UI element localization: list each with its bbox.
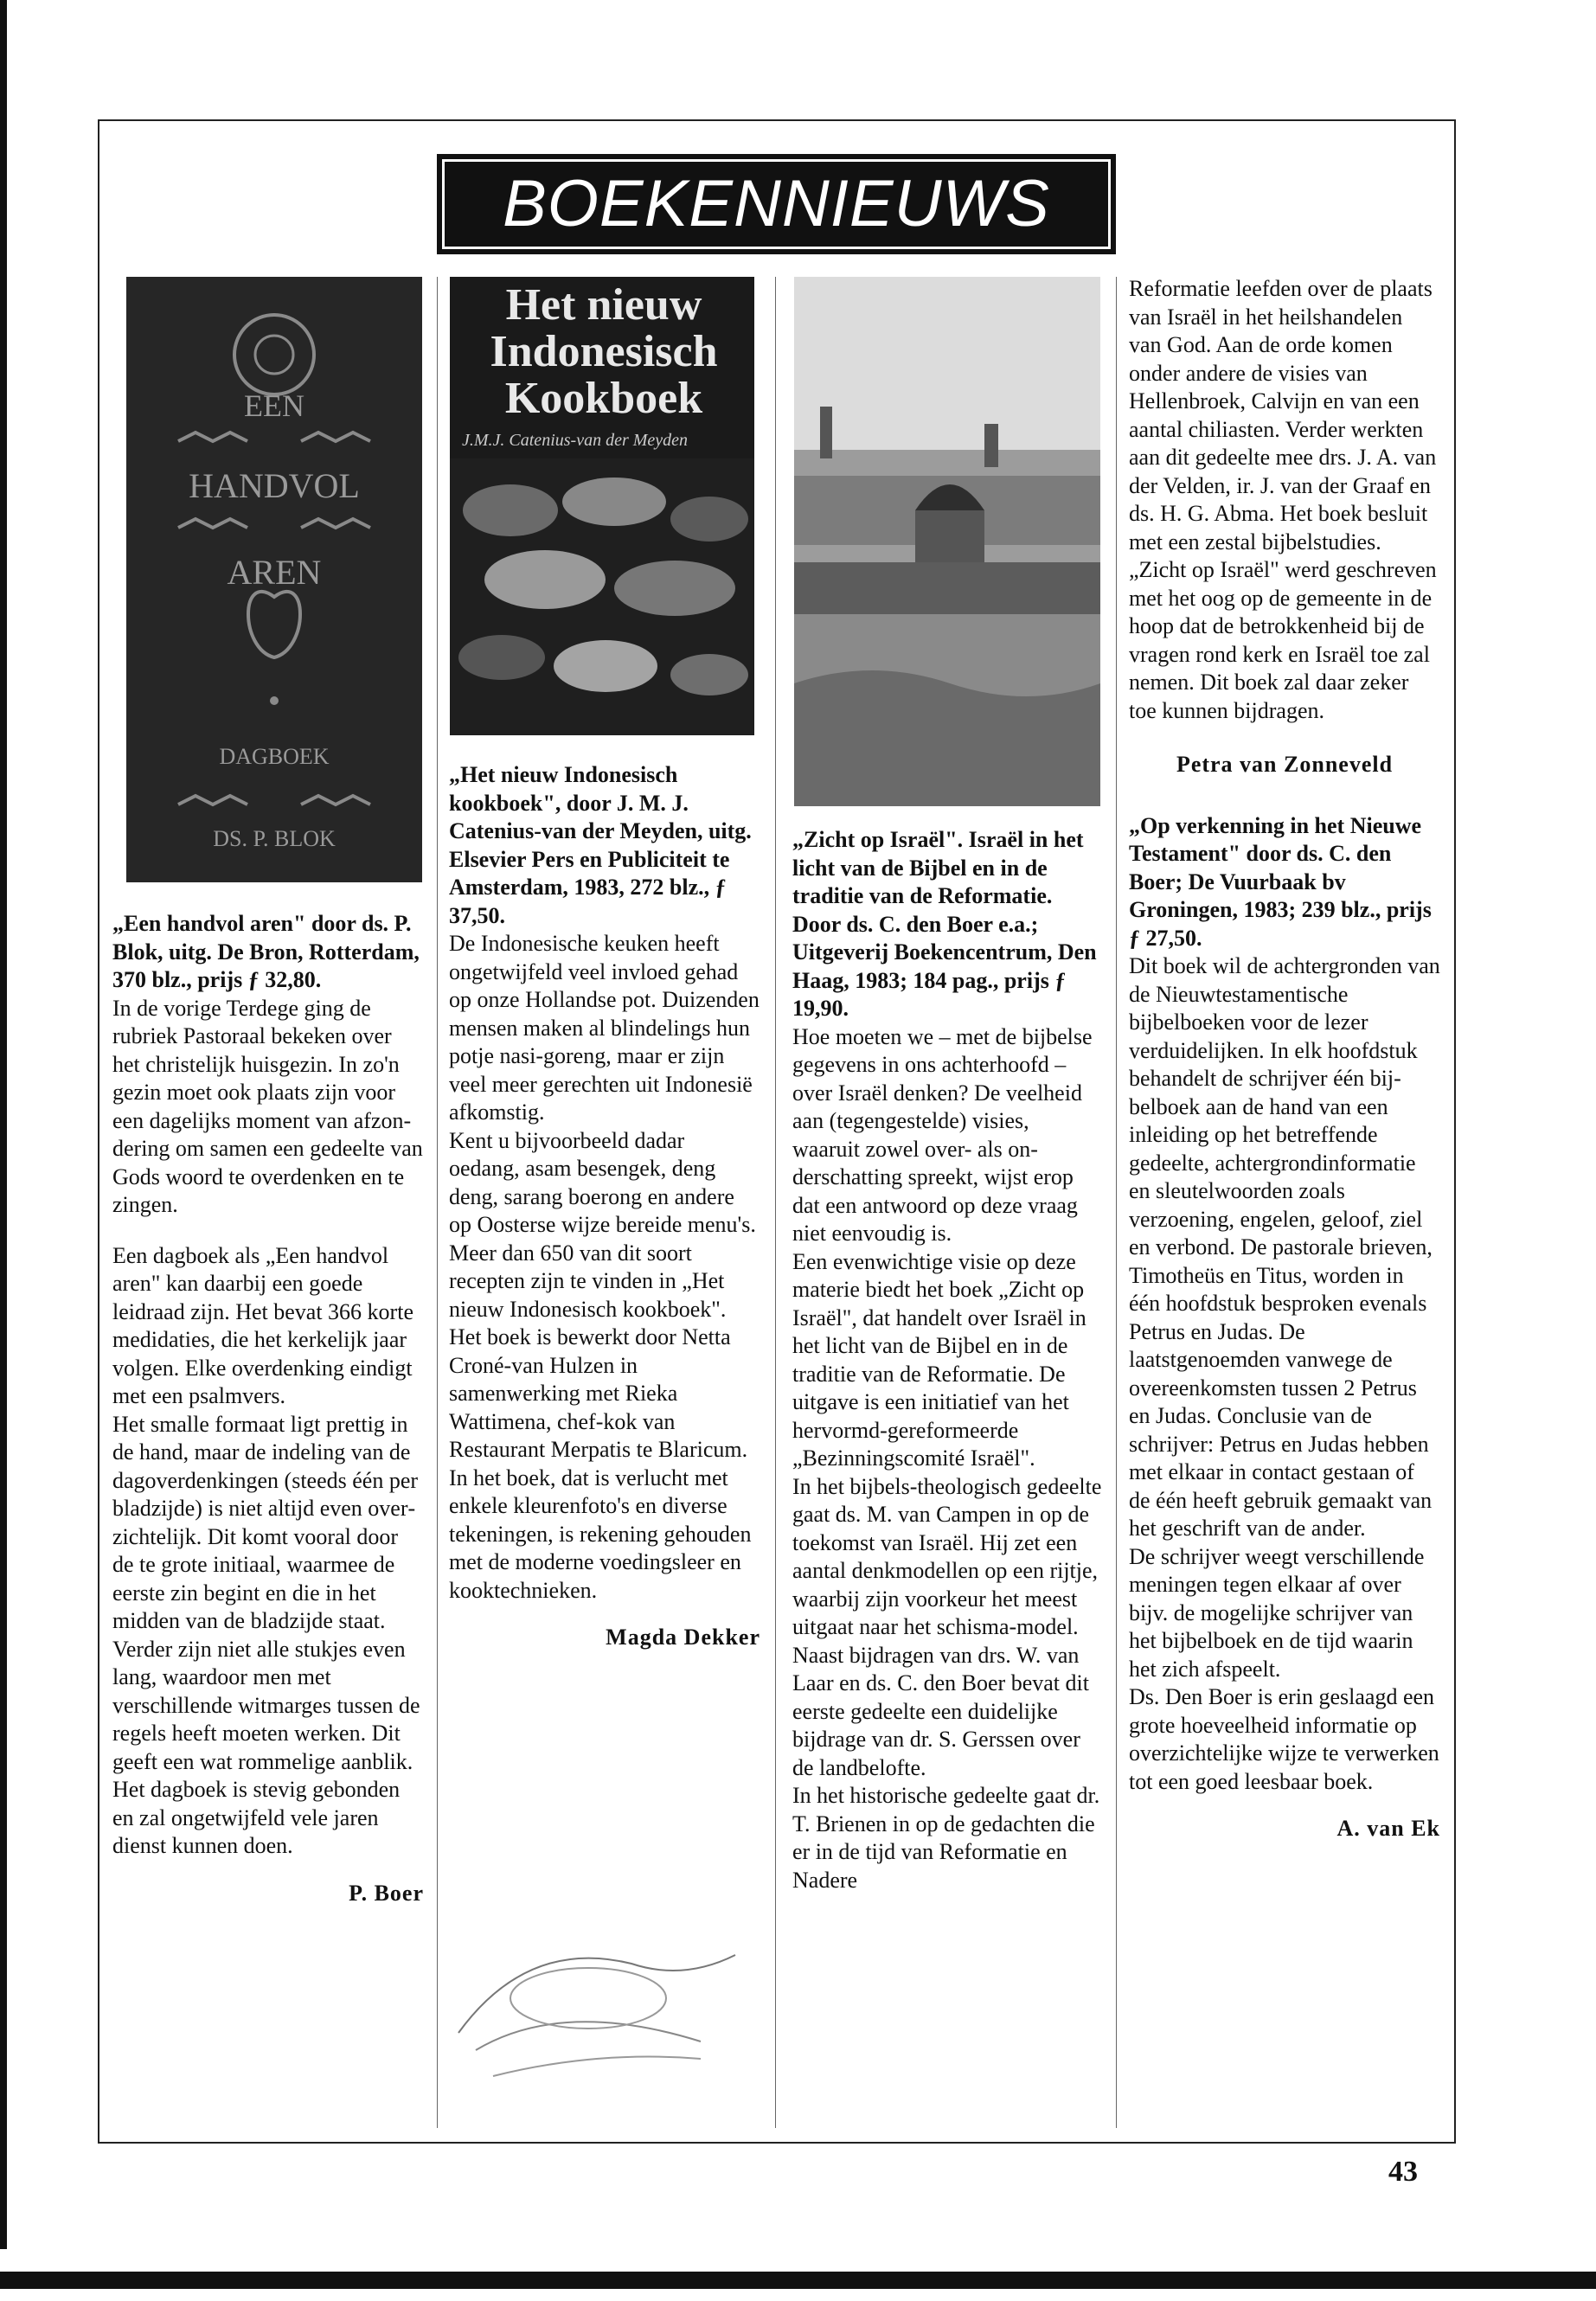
- column-rule-2: [775, 277, 776, 2128]
- article3-paragraph-5: In het historische gedeelte gaat dr. T. Brienen in op de gedachten die er in de tijd van Reformatie en Nadere: [792, 1783, 1100, 1893]
- article4-paragraph-1: Dit boek wil de achtergronden van de Nieuwtestamentische bijbelboeken voor de lezer verduidelijken. In elk hoofdstuk behandelt de schrijver één bijbelboek aan de hand van een inleiding op het betreffende gedeelte, achtergrondinformatie en sleutelwoorden zoals verzoening, engelen, geloof, ziel en verbond. De pastorale brieven, Timotheüs en Titus, worden in één hoofdstuk besproken evenals Petrus en Judas. De laatstgenoemden vanwege de overeenkomsten tussen 2 Petrus en Judas. Conclusie van de schrijver: Petrus en Judas hebben met elkaar in contact gestaan of de één heeft gebruik gemaakt van het geschrift van de ander.: [1129, 953, 1440, 1541]
- food-dishes-icon: [450, 458, 754, 735]
- article4-signature: A. van Ek: [1336, 1816, 1440, 1841]
- jerusalem-photo: [794, 277, 1100, 806]
- article2-title: „Het nieuw Indonesisch kookboek", door J. M. J. Catenius-van der Meyden, uitg. Elsevier Pers en Publiciteit te Amsterdam, 1983, 272 blz., ƒ 37,50.: [449, 762, 752, 928]
- article4-paragraph-3: Ds. Den Boer is erin geslaagd een grote hoeveelheid informatie op overzichtelijke wijze te verwerken tot een goed leesbaar boek.: [1129, 1684, 1439, 1794]
- masthead: [437, 154, 1116, 254]
- book-cover-een-handvol-aren: [126, 277, 422, 882]
- cutlery-sketch-icon: [441, 1903, 753, 2093]
- cover1-line-1: EEN: [244, 388, 304, 423]
- dome-of-rock-icon: [794, 277, 1100, 806]
- article-indonesisch-kookboek: [449, 761, 760, 1652]
- article1-paragraph-3: Het smalle formaat ligt prettig in de hand, maar de indeling van de dagoverdenkingen (steeds één per bladzijde) is niet altijd even overzichtelijk. Dit komt vooral door de te grote initiaal, waarmee de eerste zin begint en die in het midden van de bladzijde staat. Verder zijn niet alle stukjes even lang, waardoor men met verschillende witmarges tussen de regels heeft moeten werken. Dit geeft een wat rommelige aanblik.: [112, 1411, 420, 1774]
- cover1-line-3: AREN: [227, 553, 322, 592]
- article4-title: „Op verkenning in het Nieuwe Testament" door ds. C. den Boer; De Vuurbaak bv Groningen, 1983; 239 blz., prijs ƒ 27,50.: [1129, 812, 1432, 951]
- article3-title: „Zicht op Israël". Israël in het licht van de Bijbel en in de traditie van de Reformatie. Door ds. C. den Boer e.a.; Uitgeverij Boekencentrum, Den Haag, 1983; 184 pag., prijs ƒ 19,90.: [792, 827, 1097, 1021]
- article3-signature: Petra van Zonneveld: [1176, 752, 1394, 777]
- column-rule-1: [437, 277, 438, 2128]
- binder-edge-left: [0, 0, 7, 2249]
- cover2-title: Het nieuw Indonesisch Kookboek: [490, 280, 718, 423]
- article-zicht-op-israel: [792, 826, 1102, 1894]
- article1-signature: P. Boer: [349, 1880, 424, 1906]
- article-column-4: [1129, 275, 1440, 1843]
- article1-paragraph-2: Een dagboek als „Een handvol aren" kan daarbij een goede leidraad zijn. Het bevat 366 korte medidaties, die het kerkelijk jaar volgen. Elke overdenking eindigt met een psalmvers.: [112, 1242, 413, 1408]
- article1-paragraph-1: In de vorige Terdege ging de rubriek Pastoraal bekeken over het christelijk huisgezin. In zo'n gezin moet ook plaats zijn voor een dagelijks moment van afzondering om samen een gedeelte van Gods woord te overdenken en te zingen.: [112, 995, 423, 1217]
- binder-edge-bottom: [0, 2272, 1596, 2289]
- article3-paragraph-4: Naast bijdragen van drs. W. van Laar en ds. C. den Boer bevat dit eerste gedeelte een duidelijke bijdrage van dr. S. Gerssen over de landbelofte.: [792, 1642, 1089, 1780]
- article2-signature: Magda Dekker: [606, 1625, 760, 1650]
- article1-title: „Een handvol aren" door ds. P. Blok, uitg. De Bron, Rotterdam, 370 blz., prijs ƒ 32,80.: [112, 911, 420, 992]
- article3-paragraph-3: In het bijbels-theologisch gedeelte gaat ds. M. van Campen in op de toekomst van Israël. Hij zet een aantal denkmodellen op een rijtje, waarbij zijn voorkeur het meest uitgaat naar het schisma-model.: [792, 1473, 1102, 1639]
- masthead-title: BOEKENNIEUWS: [442, 159, 1111, 249]
- cover1-line-2: HANDVOL: [189, 466, 360, 505]
- article3-cont-paragraph-2: „Zicht op Israël" werd geschreven met het oog op de gemeente in de hoop dat de betrokkenheid bij de vragen rond kerk en Israël toe zal nemen. Dit boek zal daar zeker toe kunnen bijdragen.: [1129, 557, 1437, 723]
- page-number: 43: [1388, 2156, 1418, 2188]
- cover2-author: J.M.J. Catenius-van der Meyden: [462, 431, 689, 450]
- article3-paragraph-2: Een evenwichtige visie op deze materie biedt het boek „Zicht op Israël", dat handelt over Israël in het licht van de Bijbel en in de traditie van de Reformatie. De uitgave is een initiatief van het hervormd-gereformeerde „Bezinningscomité Israël".: [792, 1248, 1086, 1471]
- article2-paragraph-1: De Indonesische keuken heeft ongetwijfeld veel invloed gehad op onze Hollandse pot. Duizenden mensen maken al blindelings hun potje nasi-goreng, maar er zijn veel meer gerechten uit Indonesië afkomstig.: [449, 931, 760, 1125]
- article2-paragraph-2: Kent u bijvoorbeeld dadar oedang, asam besengek, deng deng, sarang boerong en andere op Oosterse wijze bereide menu's. Meer dan 650 van dit soort recepten zijn te vinden in „Het nieuw Indonesisch kookboek".: [449, 1127, 756, 1322]
- article-een-handvol-aren: [112, 910, 424, 1907]
- column-rule-3: [1116, 277, 1117, 2128]
- article1-paragraph-4: Het dagboek is stevig gebonden en zal ongetwijfeld vele jaren dienst kunnen doen.: [112, 1777, 401, 1858]
- article3-cont-paragraph-1: Reformatie leefden over de plaats van Israël in het heilshandelen van God. Aan de orde komen onder andere de visies van Hellenbroek, Calvijn en van een aantal chiliasten. Verder werkten aan dit gedeelte mee drs. J. A. van der Velden, ir. J. van der Graaf en ds. H. G. Abma. Het boek besluit met een zestal bijbelstudies.: [1129, 276, 1437, 554]
- cover1-line-4: DAGBOEK: [219, 744, 330, 769]
- article4-paragraph-2: De schrijver weegt verschillende meningen tegen elkaar af over bijv. de mogelijke schrijver van het bijbelboek en de tijd waarin het zich afspeelt.: [1129, 1543, 1425, 1682]
- cover1-line-5: DS. P. BLOK: [213, 826, 336, 851]
- article3-paragraph-1: Hoe moeten we – met de bijbelse gegevens in ons achterhoofd – over Israël denken? De veelheid aan (tegengestelde) visies, waaruit zowel over- als onderschatting spreekt, wijst erop dat een antwoord op deze vraag niet eenvoudig is.: [792, 1023, 1093, 1246]
- article2-paragraph-3: Het boek is bewerkt door Netta Croné-van Hulzen in samenwerking met Rieka Wattimena, chef-kok van Restaurant Merpatis te Blaricum. In het boek, dat is verlucht met enkele kleurenfoto's en diverse tekeningen, is rekening gehouden met de moderne voedingsleer en kooktechnieken.: [449, 1324, 752, 1603]
- book-cover-indonesisch-kookboek: [450, 277, 754, 735]
